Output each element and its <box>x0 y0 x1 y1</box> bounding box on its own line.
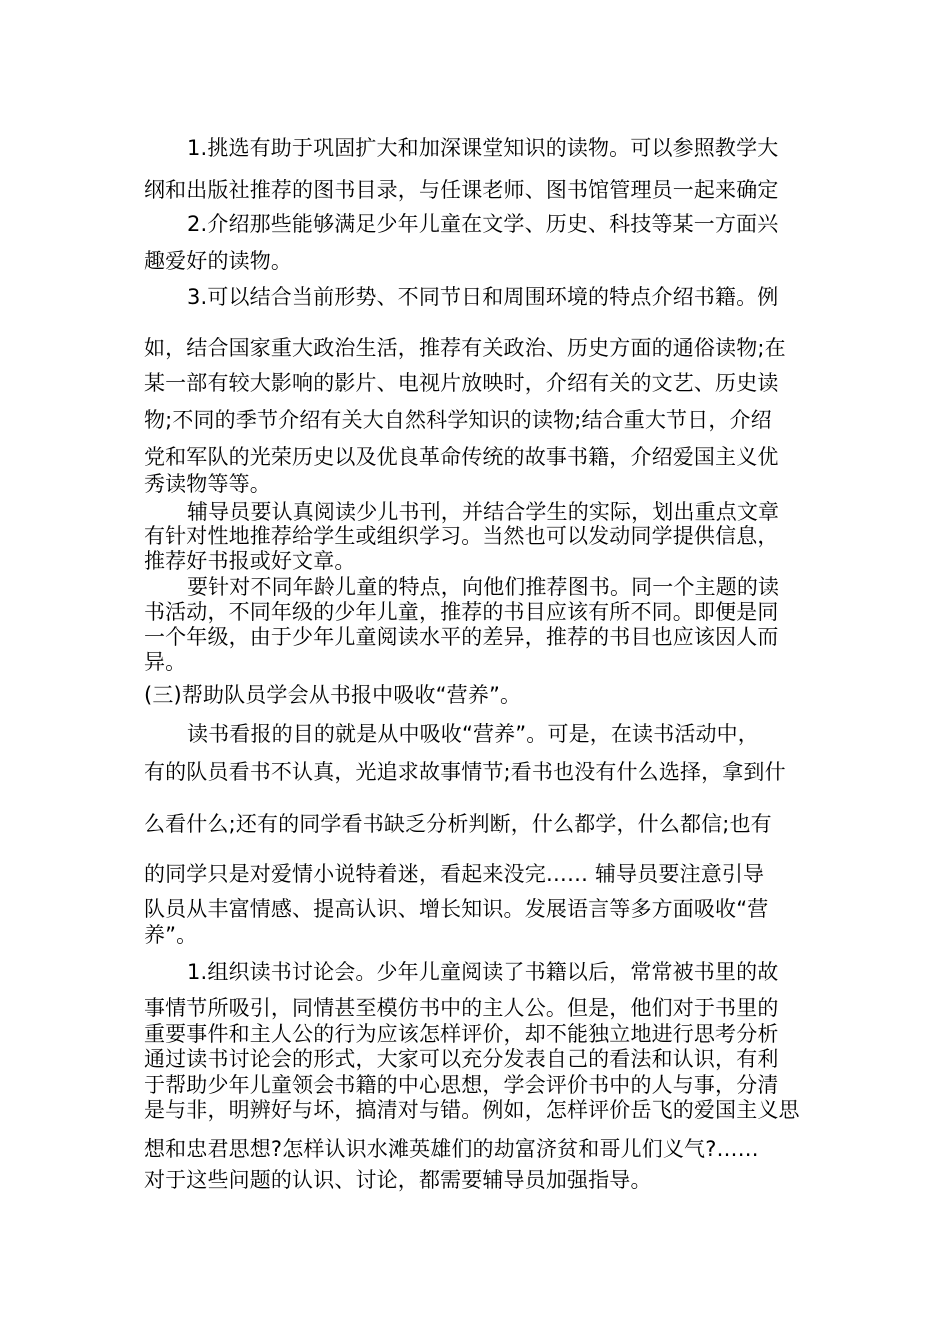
text-line: 养”。 <box>144 923 198 947</box>
text-line: 纲和出版社推荐的图书目录，与任课老师、图书馆管理员一起来确定 <box>144 178 779 202</box>
text-line: 么看什么;还有的同学看书缺乏分析判断，什么都学，什么都信;也有 <box>144 812 772 836</box>
text-line: 要针对不同年龄儿童的特点，向他们推荐图书。同一个主题的读 <box>187 575 780 599</box>
text-line: 是与非，明辨好与坏，搞清对与错。例如，怎样评价岳飞的爱国主义思 <box>144 1098 800 1122</box>
text-line: 物;不同的季节介绍有关大自然科学知识的读物;结合重大节日，介绍 <box>144 408 772 432</box>
text-line: 推荐好书报或好文章。 <box>144 549 356 573</box>
text-line: 2.介绍那些能够满足少年儿童在文学、历史、科技等某一方面兴 <box>187 212 779 236</box>
text-line: 队员从丰富情感、提高认识、增长知识。发展语言等多方面吸收“营 <box>144 897 769 921</box>
text-line: 3.可以结合当前形势、不同节日和周围环境的特点介绍书籍。例 <box>187 285 779 309</box>
text-line: 想和忠君思想?怎样认识水滩英雄们的劫富济贫和哥儿们义气?…… <box>144 1137 759 1161</box>
text-line: 一个年级，由于少年儿童阅读水平的差异，推荐的书目也应该因人而 <box>144 625 779 649</box>
text-line: 1.组织读书讨论会。少年儿童阅读了书籍以后，常常被书里的故 <box>187 960 779 984</box>
text-line: 辅导员要认真阅读少儿书刊，并结合学生的实际，划出重点文章 <box>187 500 780 524</box>
text-line: 某一部有较大影响的影片、电视片放映时，介绍有关的文艺、历史读 <box>144 371 779 395</box>
text-line: 读书看报的目的就是从中吸收“营养”。可是，在读书活动中， <box>187 722 759 746</box>
text-line: 于帮助少年儿童领会书籍的中心思想，学会评价书中的人与事，分清 <box>144 1073 779 1097</box>
text-line: 异。 <box>144 650 187 674</box>
text-line: 对于这些问题的认识、讨论，都需要辅导员加强指导。 <box>144 1168 652 1192</box>
text-line: 的同学只是对爱情小说特着迷，看起来没完…… 辅导员要注意引导 <box>144 862 765 886</box>
text-line: 党和军队的光荣历史以及优良革命传统的故事书籍，介绍爱国主义优 <box>144 445 779 469</box>
section-heading: (三)帮助队员学会从书报中吸收“营养”。 <box>144 683 522 707</box>
text-line: 有的队员看书不认真，光追求故事情节;看书也没有什么选择，拿到什 <box>144 760 786 784</box>
text-line: 重要事件和主人公的行为应该怎样评价，却不能独立地进行思考分析 <box>144 1022 779 1046</box>
text-line: 事情节所吸引，同情甚至模仿书中的主人公。但是，他们对于书里的 <box>144 996 779 1020</box>
text-line: 如，结合国家重大政治生活，推荐有关政治、历史方面的通俗读物;在 <box>144 336 786 360</box>
text-line: 1.挑选有助于巩固扩大和加深课堂知识的读物。可以参照教学大 <box>187 136 779 160</box>
text-line: 有针对性地推荐给学生或组织学习。当然也可以发动同学提供信息， <box>144 524 779 548</box>
text-line: 书活动，不同年级的少年儿童，推荐的书目应该有所不同。即便是同 <box>144 600 779 624</box>
text-line: 趣爱好的读物。 <box>144 249 293 273</box>
text-line: 通过读书讨论会的形式，大家可以充分发表自己的看法和认识，有利 <box>144 1047 779 1071</box>
text-line: 秀读物等等。 <box>144 472 271 496</box>
